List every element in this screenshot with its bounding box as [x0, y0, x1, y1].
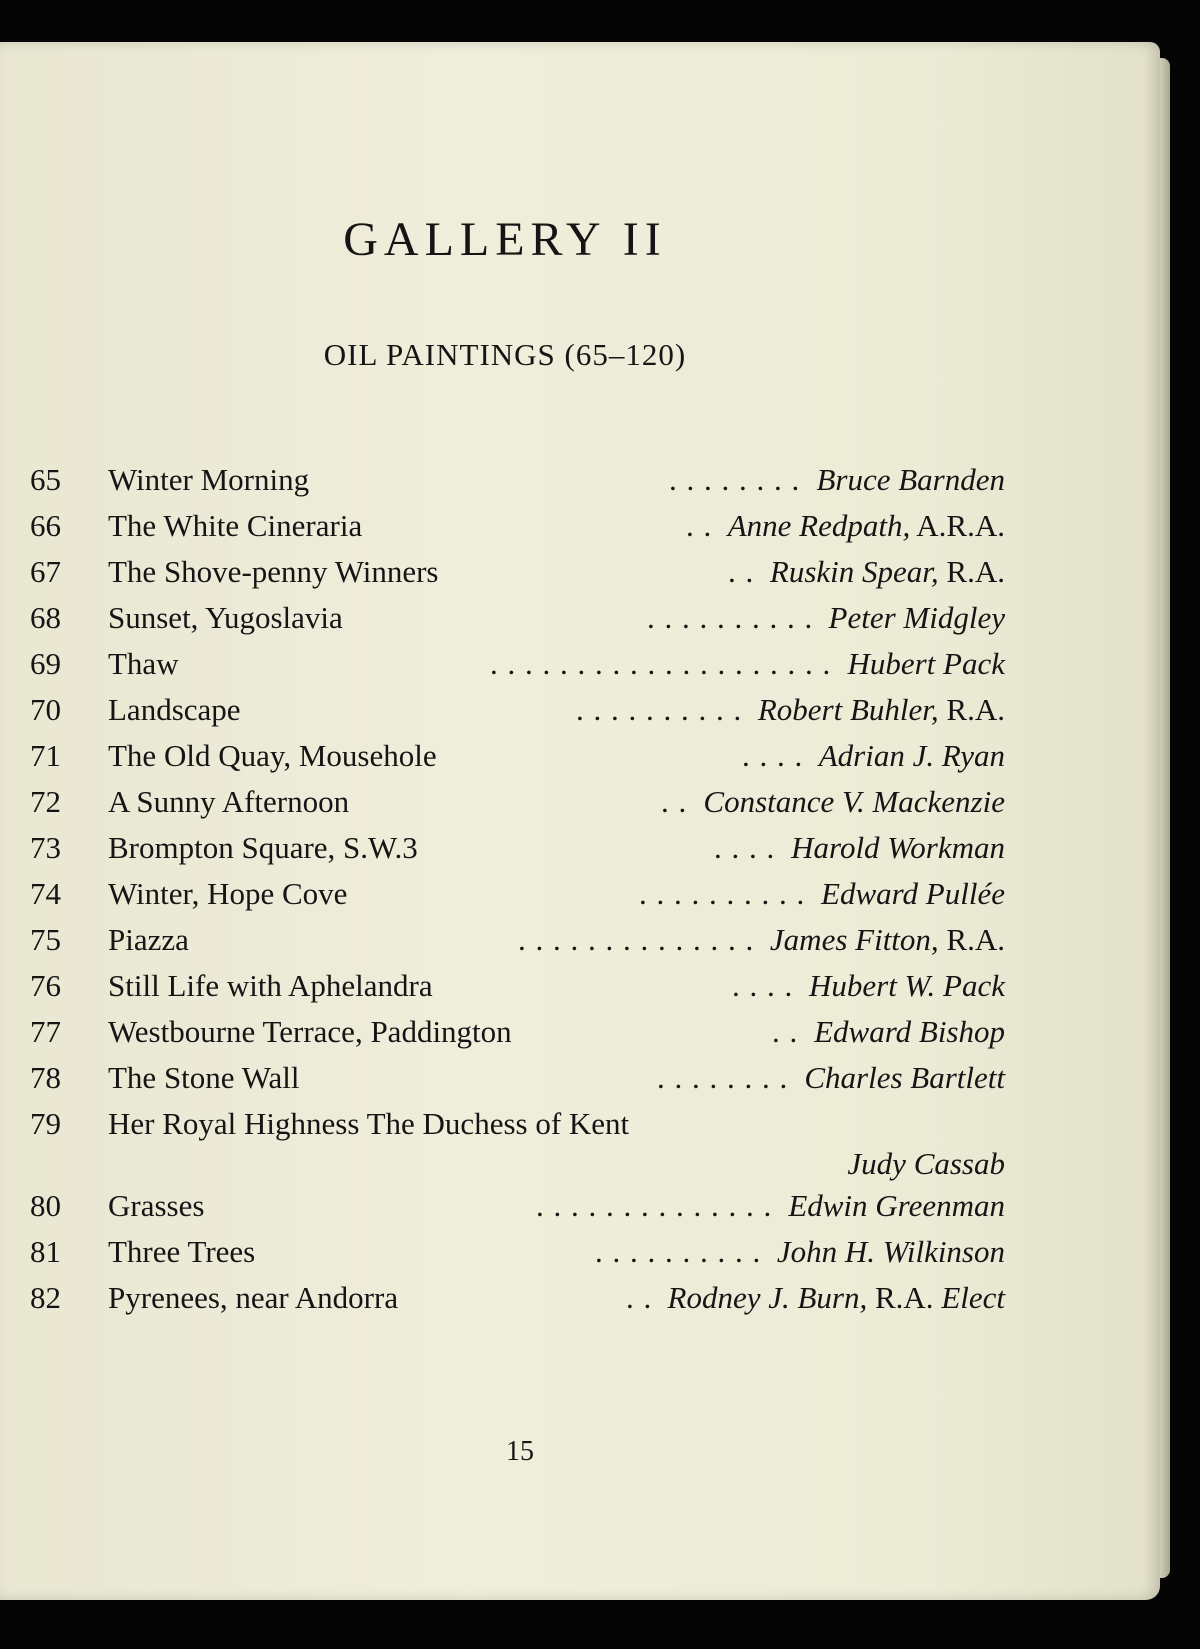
- entry-number: 69: [30, 646, 61, 681]
- catalogue-entry: [30, 646, 1005, 690]
- entry-number: 73: [30, 830, 61, 865]
- artist-name: Rodney J. Burn,: [667, 1280, 868, 1315]
- artist-honours: R.A. Elect: [867, 1280, 1005, 1315]
- entry-number: 77: [30, 1014, 61, 1049]
- catalogue-entry: [30, 692, 1005, 736]
- entry-title: Piazza: [108, 922, 189, 957]
- entry-number: 79: [30, 1106, 61, 1141]
- entry-artist: [814, 1014, 1005, 1050]
- dot-leader: . . . . . . . . . .: [595, 1234, 762, 1269]
- catalogue-entry-continuation: [30, 1146, 1005, 1190]
- entry-title: Sunset, Yugoslavia: [108, 600, 343, 635]
- artist-name: Robert Buhler,: [757, 692, 939, 727]
- entry-title: Thaw: [108, 646, 179, 681]
- entry-number: 68: [30, 600, 61, 635]
- entry-title: Still Life with Aphelandra: [108, 968, 433, 1003]
- entry-artist: [770, 922, 1005, 958]
- entry-number: 75: [30, 922, 61, 957]
- artist-name: Edward Bishop: [814, 1014, 1005, 1049]
- entry-artist: [728, 508, 1005, 544]
- catalogue-entry: [30, 922, 1005, 966]
- dot-leader: . . . .: [714, 830, 776, 865]
- entry-artist: [804, 1060, 1005, 1096]
- catalogue-entry: [30, 1060, 1005, 1104]
- entry-artist: [821, 876, 1005, 912]
- entry-artist: [703, 784, 1005, 820]
- entry-title: The Shove-penny Winners: [108, 554, 439, 589]
- entry-number: 67: [30, 554, 61, 589]
- artist-name: John H. Wilkinson: [776, 1234, 1005, 1269]
- dot-leader: . . . . . . . . . .: [647, 600, 814, 635]
- dot-leader: . . . . . . . . . . . . . .: [518, 922, 755, 957]
- entry-title: A Sunny Afternoon: [108, 784, 350, 819]
- catalogue-entry: [30, 968, 1005, 1012]
- entry-title: Three Trees: [108, 1234, 256, 1269]
- entry-artist: [758, 692, 1005, 728]
- catalogue-entry: [30, 738, 1005, 782]
- dot-leader: . .: [686, 508, 713, 543]
- catalogue-entry: [30, 876, 1005, 920]
- dot-leader: . . . . . . . . . . . . . . . . . . . .: [490, 646, 832, 681]
- artist-name: Anne Redpath,: [727, 508, 911, 543]
- entry-number: 65: [30, 462, 61, 497]
- entry-title: The Stone Wall: [108, 1060, 300, 1095]
- artist-name: Constance V. Mackenzie: [703, 784, 1005, 819]
- dot-leader: . . . . . . . .: [657, 1060, 789, 1095]
- entry-artist: [829, 600, 1005, 636]
- entry-title: Her Royal Highness The Duchess of Kent: [108, 1106, 630, 1141]
- dot-leader: . . . .: [732, 968, 794, 1003]
- artist-name: James Fitton,: [769, 922, 939, 957]
- artist-name: Judy Cassab: [847, 1146, 1005, 1181]
- dot-leader: . . . . . . . . . .: [639, 876, 806, 911]
- entry-artist: [819, 738, 1005, 774]
- entry-artist: [777, 1234, 1005, 1270]
- page-number: 15: [506, 1436, 534, 1467]
- catalogue-entry: [30, 462, 1005, 506]
- dot-leader: . .: [626, 1280, 653, 1315]
- artist-honours: A.R.A.: [910, 508, 1005, 543]
- entry-artist: [791, 830, 1005, 866]
- entry-title: The White Cineraria: [108, 508, 363, 543]
- entry-title: Pyrenees, near Andorra: [108, 1280, 399, 1315]
- artist-honours: R.A.: [938, 692, 1005, 727]
- catalogue-entry: [30, 1280, 1005, 1324]
- entry-number: 82: [30, 1280, 61, 1315]
- entry-artist: [668, 1280, 1005, 1316]
- artist-name: Adrian J. Ryan: [818, 738, 1005, 773]
- section-heading: OIL PAINTINGS (65–120): [323, 337, 687, 372]
- entry-number: 78: [30, 1060, 61, 1095]
- entry-title: Winter Morning: [108, 462, 310, 497]
- entry-number: 76: [30, 968, 61, 1003]
- dot-leader: . . . . . . . . . .: [576, 692, 743, 727]
- entry-title: Landscape: [108, 692, 241, 727]
- catalogue-entry: [30, 600, 1005, 644]
- entry-title: Westbourne Terrace, Paddington: [108, 1014, 512, 1049]
- dot-leader: . . . . . . . . . . . . . .: [536, 1188, 773, 1223]
- dot-leader: . .: [728, 554, 755, 589]
- page-edge: [1160, 58, 1170, 1578]
- catalogue-entry: [30, 1234, 1005, 1278]
- entry-title: Brompton Square, S.W.3: [108, 830, 418, 865]
- entry-number: 80: [30, 1188, 61, 1223]
- artist-name: Peter Midgley: [828, 600, 1005, 635]
- entry-number: 71: [30, 738, 61, 773]
- dot-leader: . . . . . . . .: [669, 462, 801, 497]
- catalogue-entry: [30, 1188, 1005, 1232]
- artist-name: Bruce Barnden: [816, 462, 1005, 497]
- entry-artist: [809, 968, 1005, 1004]
- catalogue-entry: [30, 554, 1005, 598]
- catalogue-page: [0, 42, 1160, 1600]
- page-title: GALLERY II: [343, 213, 667, 266]
- dot-leader: . .: [772, 1014, 799, 1049]
- dot-leader: . .: [661, 784, 688, 819]
- catalogue-entry: [30, 830, 1005, 874]
- entry-artist: [816, 462, 1005, 498]
- entry-title: Grasses: [108, 1188, 205, 1223]
- artist-name: Harold Workman: [791, 830, 1005, 865]
- artist-honours: R.A.: [938, 554, 1005, 589]
- entry-number: 74: [30, 876, 61, 911]
- entry-title: Winter, Hope Cove: [108, 876, 348, 911]
- dot-leader: . . . .: [742, 738, 804, 773]
- entry-artist: [847, 646, 1005, 682]
- entry-artist: [770, 554, 1005, 590]
- entry-artist: [788, 1188, 1005, 1224]
- entry-number: 72: [30, 784, 61, 819]
- artist-name: Hubert Pack: [847, 646, 1005, 681]
- artist-name: Hubert W. Pack: [808, 968, 1005, 1003]
- entry-title: The Old Quay, Mousehole: [108, 738, 437, 773]
- artist-honours: R.A.: [938, 922, 1005, 957]
- entry-number: 70: [30, 692, 61, 727]
- artist-name: Ruskin Spear,: [769, 554, 939, 589]
- artist-name: Charles Bartlett: [804, 1060, 1005, 1095]
- catalogue-entry: [30, 1106, 1005, 1150]
- artist-name: Edwin Greenman: [788, 1188, 1005, 1223]
- catalogue-entry: [30, 1014, 1005, 1058]
- catalogue-entry: [30, 784, 1005, 828]
- artist-name: Edward Pullée: [821, 876, 1005, 911]
- entry-number: 66: [30, 508, 61, 543]
- catalogue-entry: [30, 508, 1005, 552]
- entry-number: 81: [30, 1234, 61, 1269]
